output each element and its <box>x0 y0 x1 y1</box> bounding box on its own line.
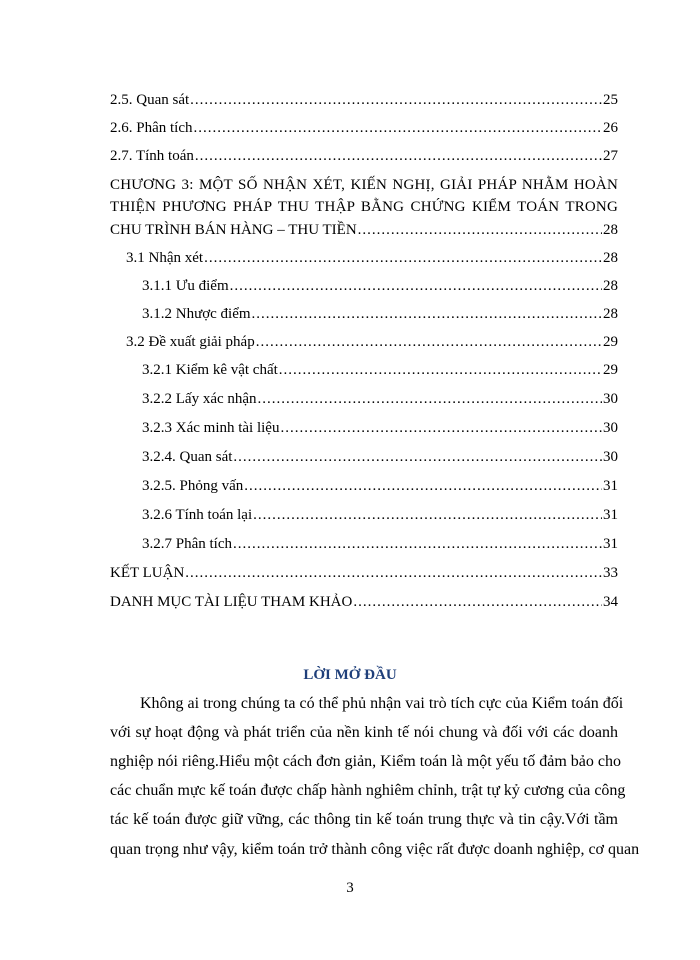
toc-entry-chapter-3[interactable] <box>110 220 618 240</box>
toc-entry[interactable] <box>110 118 618 138</box>
toc-entry-page: 26 <box>603 120 618 136</box>
toc-entry[interactable] <box>142 418 618 438</box>
toc-entry-label: 2.5. Quan sát <box>110 92 190 108</box>
toc-entry[interactable] <box>126 332 618 352</box>
section-heading: LỜI MỞ ĐẦU <box>303 667 397 683</box>
toc-entry-page: 28 <box>603 306 618 322</box>
toc-entry-page: 33 <box>603 565 618 581</box>
toc-entry-page: 30 <box>603 420 618 436</box>
toc-entry-page: 31 <box>603 507 618 523</box>
toc-leader-dots <box>279 360 602 380</box>
toc-entry-page: 29 <box>603 362 618 378</box>
toc-leader-dots <box>256 332 602 352</box>
toc-entry-label: 3.2.1 Kiểm kê vật chất <box>142 362 278 378</box>
page-number: 3 <box>346 880 354 896</box>
paragraph-line: quan trọng như vậy, kiểm toán trở thành công việc rất được doanh nghiệp, cơ quan <box>110 841 640 858</box>
toc-entry-label: 3.2.6 Tính toán lại <box>142 507 253 523</box>
toc-entry-label: 3.2.4. Quan sát <box>142 449 233 465</box>
toc-entry-label: DANH MỤC TÀI LIỆU THAM KHẢO <box>110 594 353 610</box>
paragraph-line: nghiệp nói riêng.Hiểu một cách đơn giản, Kiểm toán là một yếu tố đảm bảo cho <box>110 753 621 770</box>
toc-leader-dots <box>244 476 602 496</box>
paragraph-line: với sự hoạt động và phát triển của nền kinh tế nói chung và đối với các doanh <box>110 724 618 741</box>
toc-leader-dots <box>204 248 602 268</box>
toc-entry-label: 2.7. Tính toán <box>110 148 194 164</box>
toc-leader-dots <box>230 276 602 296</box>
toc-entry[interactable] <box>142 505 618 525</box>
toc-entry-label: 3.2.7 Phân tích <box>142 536 232 552</box>
toc-entry-page: 25 <box>603 92 618 108</box>
toc-entry-page: 34 <box>603 594 618 610</box>
toc-leader-dots <box>195 146 602 166</box>
toc-entry[interactable] <box>110 592 618 612</box>
toc-leader-dots <box>358 220 602 240</box>
paragraph-line: các chuẩn mực kế toán được chấp hành nghiêm chỉnh, trật tự kỷ cương của công <box>110 782 626 799</box>
toc-leader-dots <box>233 447 602 467</box>
toc-leader-dots <box>233 534 602 554</box>
toc-entry-page: 30 <box>603 391 618 407</box>
toc-entry-label: KẾT LUẬN <box>110 565 185 581</box>
toc-leader-dots <box>258 389 602 409</box>
toc-entry-label: 3.1.2 Nhược điểm <box>142 306 251 322</box>
toc-entry[interactable] <box>142 476 618 496</box>
paragraph-line: tác kế toán được giữ vững, các thông tin kế toán trung thực và tin cậy.Với tầm <box>110 811 618 828</box>
toc-entry-label: 3.2.2 Lấy xác nhận <box>142 391 257 407</box>
toc-entry[interactable] <box>142 534 618 554</box>
toc-entry-label: 3.1 Nhận xét <box>126 250 204 266</box>
toc-entry[interactable] <box>142 389 618 409</box>
toc-entry[interactable] <box>142 447 618 467</box>
paragraph-line: Không ai trong chúng ta có thể phủ nhận vai trò tích cực của Kiểm toán đối <box>140 695 624 712</box>
toc-entry[interactable] <box>142 360 618 380</box>
toc-leader-dots <box>190 90 602 110</box>
toc-entry-page: 31 <box>603 478 618 494</box>
toc-entry-page: 28 <box>603 222 618 238</box>
toc-entry[interactable] <box>142 276 618 296</box>
toc-entry-label: 3.1.1 Ưu điểm <box>142 278 229 294</box>
toc-entry-label: 3.2 Đề xuất giải pháp <box>126 334 255 350</box>
toc-entry-page: 30 <box>603 449 618 465</box>
toc-entry-label: 3.2.5. Phỏng vấn <box>142 478 244 494</box>
toc-entry[interactable] <box>110 146 618 166</box>
toc-entry-page: 27 <box>603 148 618 164</box>
toc-leader-dots <box>252 304 602 324</box>
toc-entry-page: 31 <box>603 536 618 552</box>
toc-leader-dots <box>185 563 602 583</box>
toc-entry-page: 28 <box>603 250 618 266</box>
toc-entry[interactable] <box>110 563 618 583</box>
toc-entry-label: CHU TRÌNH BÁN HÀNG – THU TIỀN <box>110 222 357 238</box>
toc-entry[interactable] <box>110 90 618 110</box>
toc-entry-page: 28 <box>603 278 618 294</box>
toc-leader-dots <box>280 418 602 438</box>
toc-entry[interactable] <box>126 248 618 268</box>
toc-entry-page: 29 <box>603 334 618 350</box>
toc-leader-dots <box>253 505 602 525</box>
toc-leader-dots <box>353 592 602 612</box>
toc-chapter-title-line: CHƯƠNG 3: MỘT SỐ NHẬN XÉT, KIẾN NGHỊ, GIẢI PHÁP NHẰM HOÀN <box>110 177 618 193</box>
toc-chapter-title-line: THIỆN PHƯƠNG PHÁP THU THẬP BẰNG CHỨNG KIỂM TOÁN TRONG <box>110 199 618 215</box>
toc-entry-label: 2.6. Phân tích <box>110 120 193 136</box>
toc-entry[interactable] <box>142 304 618 324</box>
toc-leader-dots <box>194 118 603 138</box>
toc-entry-label: 3.2.3 Xác minh tài liệu <box>142 420 280 436</box>
